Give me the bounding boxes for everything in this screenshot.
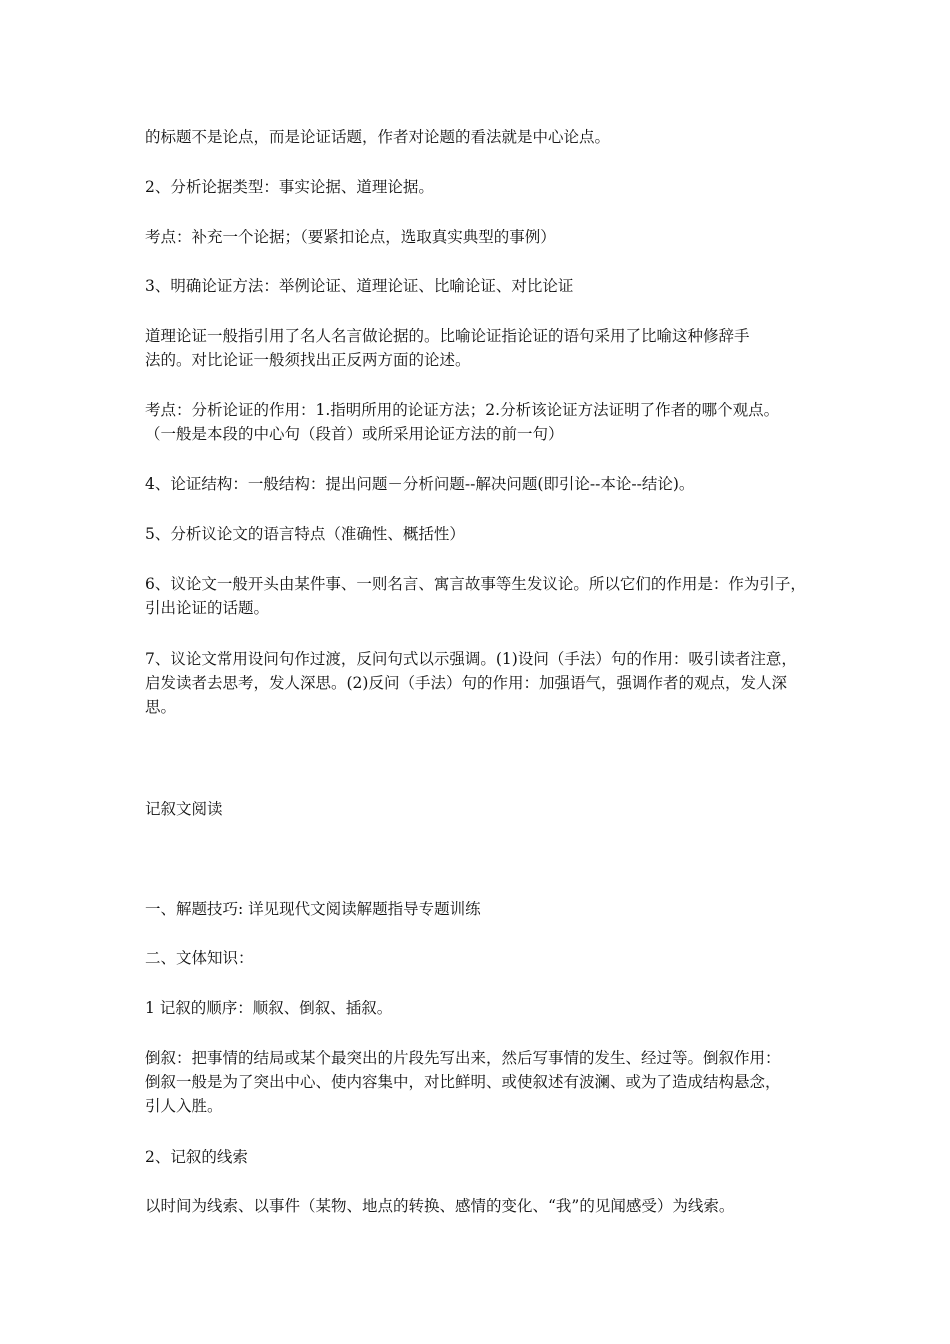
paragraph-flashback	[145, 1046, 815, 1118]
paragraph-argument-structure	[145, 472, 815, 496]
text-line: 2、分析论据类型：事实论据、道理论据。	[145, 178, 434, 196]
paragraph-method-explanations	[145, 324, 815, 372]
text-line: 倒叙一般是为了突出中心、使内容集中，对比鲜明、或使叙述有波澜、或为了造成结构悬念，	[145, 1073, 781, 1091]
text-line: 倒叙：把事情的结局或某个最突出的片段先写出来，然后写事情的发生、经过等。倒叙作用：	[145, 1049, 781, 1067]
paragraph-clue-types	[145, 1194, 815, 1218]
paragraph-genre-knowledge	[145, 946, 815, 970]
paragraph-argument-methods	[145, 274, 815, 298]
text-line: 4、论证结构：一般结构：提出问题－分析问题--解决问题(即引论--本论--结论)。	[145, 475, 695, 493]
paragraph-evidence-types	[145, 175, 815, 199]
text-line: 考点：分析论证的作用：1.指明所用的论证方法；2.分析该论证方法证明了作者的哪个观点。	[145, 401, 780, 419]
paragraph-narrative-clue	[145, 1145, 815, 1169]
text-line: （一般是本段的中心句（段首）或所采用论证方法的前一句）	[145, 425, 564, 443]
section-heading-narrative-reading	[145, 797, 815, 821]
text-line: 引出论证的话题。	[145, 599, 270, 617]
text-line: 法的。对比论证一般须找出正反两方面的论述。	[145, 351, 471, 369]
paragraph-thesis-note	[145, 125, 815, 149]
text-line: 引人入胜。	[145, 1097, 223, 1115]
text-line: 一、解题技巧: 详见现代文阅读解题指导专题训练	[145, 900, 481, 918]
paragraph-solving-skills	[145, 897, 815, 921]
paragraph-opening-purpose	[145, 572, 815, 620]
paragraph-language-features	[145, 522, 815, 546]
text-line: 5、分析议论文的语言特点（准确性、概括性）	[145, 525, 465, 543]
paragraph-rhetorical-questions	[145, 647, 815, 719]
paragraph-exam-point-methods	[145, 398, 815, 446]
text-line: 6、议论文一般开头由某件事、一则名言、寓言故事等生发议论。所以它们的作用是：作为引子，	[145, 575, 806, 593]
text-line: 以时间为线索、以事件（某物、地点的转换、感情的变化、“我”的见闻感受）为线索。	[145, 1197, 735, 1215]
text-line: 的标题不是论点，而是论证话题，作者对论题的看法就是中心论点。	[145, 128, 611, 146]
text-line: 考点：补充一个论据；（要紧扣论点，选取真实典型的事例）	[145, 228, 556, 246]
text-line: 二、文体知识：	[145, 949, 254, 967]
text-line: 启发读者去思考，发人深思。(2)反问（手法）句的作用：加强语气，强调作者的观点，发人深	[145, 674, 787, 692]
text-line: 7、议论文常用设问句作过渡，反问句式以示强调。(1)设问（手法）句的作用：吸引读者注意，	[145, 650, 797, 668]
paragraph-exam-point-evidence	[145, 225, 815, 249]
text-line: 道理论证一般指引用了名人名言做论据的。比喻论证指论证的语句采用了比喻这种修辞手	[145, 327, 750, 345]
text-line: 3、明确论证方法：举例论证、道理论证、比喻论证、对比论证	[145, 277, 574, 295]
text-line: 记叙文阅读	[145, 800, 223, 818]
text-line: 2、记叙的线索	[145, 1148, 248, 1166]
text-line: 思。	[145, 698, 177, 716]
text-line: 1 记叙的顺序：顺叙、倒叙、插叙。	[145, 999, 393, 1017]
paragraph-narrative-order	[145, 996, 815, 1020]
